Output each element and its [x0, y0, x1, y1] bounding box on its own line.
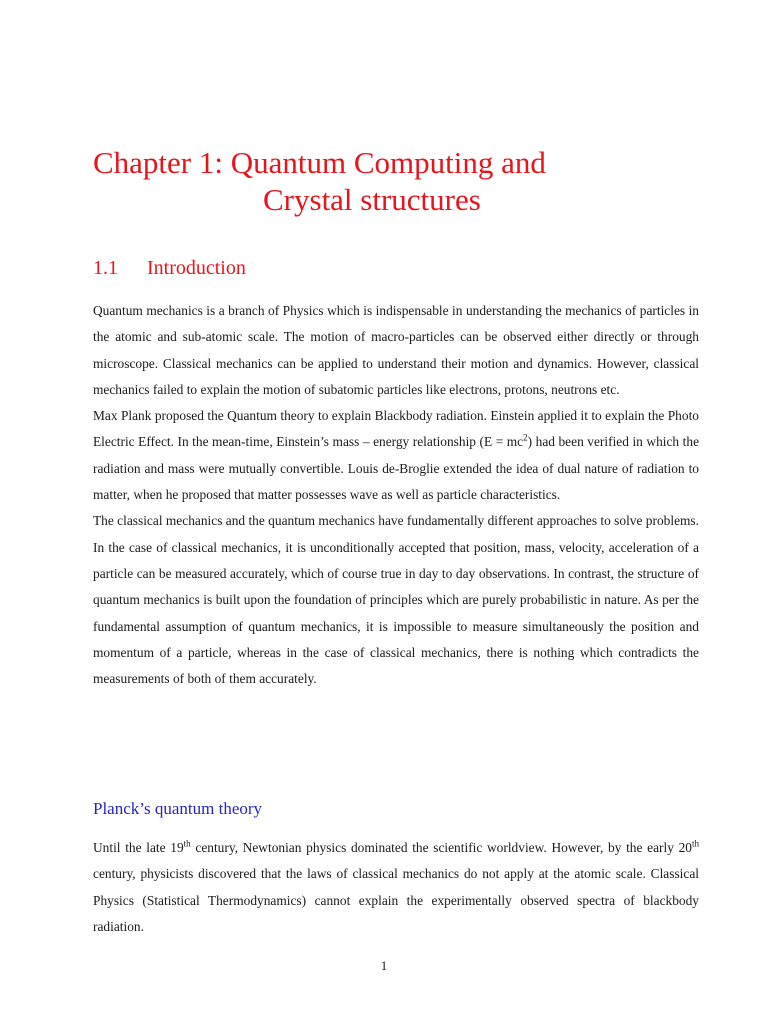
page-number: 1: [380, 958, 388, 973]
chapter-title-line-2: Crystal structures: [263, 182, 481, 217]
section-title: Introduction: [147, 257, 246, 279]
section-heading: [93, 256, 246, 280]
chapter-title-line-1: Chapter 1: Quantum Computing and: [93, 145, 546, 180]
introduction-body: [93, 298, 699, 692]
superscript-two: 2: [523, 433, 528, 444]
chapter-title: [93, 144, 713, 218]
intro-paragraph-2: [93, 403, 699, 508]
intro-paragraph-2-text-a: Max Plank proposed the Quantum theory to explain Blackbody radiation. Einstein applied it to explain the Photo Electric Effect. In the mean-time, Einstein’s mass – energy relationship (E = mc: [93, 408, 699, 450]
planck-text-1: Until the late 19: [93, 840, 184, 855]
intro-paragraph-1: Quantum mechanics is a branch of Physics which is indispensable in understanding the mechanics of particles in the atomic and sub-atomic scale. The motion of macro-particles can be observed either directly or through microscope. Classical mechanics can be applied to understand their motion and dynamics. However, classical mechanics failed to explain the motion of subatomic particles like electrons, protons, neutrons etc.: [93, 303, 699, 397]
superscript-th-1: th: [183, 838, 191, 849]
planck-text-2: century, Newtonian physics dominated the scientific worldview. However, by the early 20: [190, 840, 692, 855]
planck-text-3: century, physicists discovered that the laws of classical mechanics do not apply at the atomic scale. Classical Physics (Statistical Thermodynamics) cannot explain the experimentally observed spectra of blackbody radiation.: [93, 866, 699, 934]
planck-body: [93, 835, 699, 940]
superscript-th-2: th: [691, 838, 699, 849]
intro-paragraph-2-text-b: ) had been verified in which the radiation and mass were mutually convertible. Louis de-Broglie extended the idea of dual nature of radiation to matter, when he proposed that matter possesses wave as well as particle characteristics.: [93, 434, 700, 503]
section-number: 1.1: [93, 257, 118, 279]
intro-paragraph-3: The classical mechanics and the quantum mechanics have fundamentally different approaches to solve problems. In the case of classical mechanics, it is unconditionally accepted that position, mass, velocity, acceleration of a particle can be measured accurately, which of course true in day to day observations. In contrast, the structure of quantum mechanics is built upon the foundation of principles which are purely probabilistic in nature. As per the fundamental assumption of quantum mechanics, it is impossible to measure simultaneously the position and momentum of a particle, whereas in the case of classical mechanics, there is nothing which contradicts the measurements of both of them accurately.: [93, 513, 699, 687]
planck-heading: Planck’s quantum theory: [93, 799, 263, 818]
planck-paragraph: [93, 835, 699, 940]
